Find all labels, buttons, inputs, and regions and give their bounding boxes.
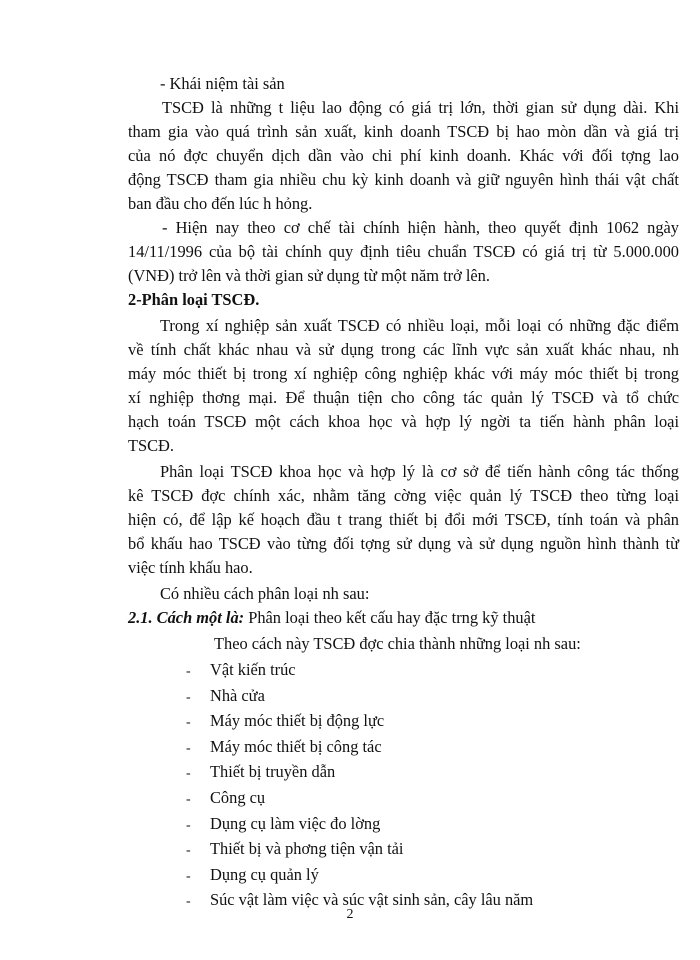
list-item xyxy=(186,711,384,733)
bullet-marker: - xyxy=(186,843,191,859)
classification-p2-line-4: bổ khấu hao TSCĐ vào từng đối tợng sử dụng và sử dụng nguồn hình thành từ xyxy=(128,534,679,553)
list-item-text: Thiết bị và phơng tiện vận tải xyxy=(210,839,404,859)
classification-p1-line-6: TSCĐ. xyxy=(128,436,174,455)
asset-concept-line-3: của nó đợc chuyển dịch dần vào chi phí kinh doanh. Khác với đối tợng lao xyxy=(128,146,679,165)
asset-concept-line-5: ban đầu cho đến lúc h hỏng. xyxy=(128,194,313,213)
bullet-marker: - xyxy=(186,792,191,807)
asset-concept-heading: - Khái niệm tài sản xyxy=(160,74,285,93)
classification-heading: 2-Phân loại TSCĐ. xyxy=(128,290,260,309)
list-item xyxy=(186,839,403,861)
list-item xyxy=(186,788,265,810)
list-item xyxy=(186,865,319,887)
asset-concept-line-4: động TSCĐ tham gia nhiều chu kỳ kinh doanh và giữ nguyên hình thái vật chất xyxy=(128,170,679,189)
list-item xyxy=(186,814,380,836)
classification-p1-line-4: xí nghiệp thơng mại. Để thuận tiện cho công tác quản lý TSCĐ và tổ chức xyxy=(128,388,679,407)
subsection-label: 2.1. Cách một là: xyxy=(128,608,245,627)
classification-p2-line-3: hiện có, để lập kế hoạch đầu t trang thiết bị đổi mới TSCĐ, tính toán và phân xyxy=(128,510,679,529)
regulation-line-3: (VNĐ) trở lên và thời gian sử dụng từ một năm trở lên. xyxy=(128,266,490,285)
list-item xyxy=(186,737,382,759)
bullet-marker: - xyxy=(186,740,191,756)
list-item xyxy=(186,686,265,708)
subsection-title: Phân loại theo kết cấu hay đặc trng kỹ thuật xyxy=(244,608,536,627)
regulation-line-1: - Hiện nay theo cơ chế tài chính hiện hành, theo quyết định 1062 ngày xyxy=(162,218,679,237)
bullet-marker: - xyxy=(186,868,191,884)
list-item-text: Vật kiến trúc xyxy=(210,660,296,679)
classification-p2-line-1: Phân loại TSCĐ khoa học và hợp lý là cơ sở để tiến hành công tác thống xyxy=(160,462,679,481)
subsection-heading xyxy=(128,608,535,628)
classification-p1-line-1: Trong xí nghiệp sản xuất TSCĐ có nhiều loại, mỗi loại có những đặc điểm xyxy=(160,316,679,335)
bullet-marker: - xyxy=(186,689,191,705)
list-item-text: Dụng cụ quản lý xyxy=(210,864,319,884)
list-item-text: Công cụ xyxy=(210,788,266,807)
bullet-marker: - xyxy=(186,715,191,731)
list-item xyxy=(186,762,335,784)
list-item-text: Nhà cửa xyxy=(210,685,265,705)
classification-p1-line-5: hạch toán TSCĐ một cách khoa học và hợp lý ngời ta tiến hành phân loại xyxy=(128,412,679,431)
list-item-text: Thiết bị truyền dẫn xyxy=(210,762,336,782)
subsection-intro: Theo cách này TSCĐ đợc chia thành những loại nh sau: xyxy=(214,634,581,653)
list-item-text: Máy móc thiết bị động lực xyxy=(210,711,385,731)
classification-p1-line-2: về tính chất khác nhau và sử dụng trong các lĩnh vực sản xuất khác nhau, nh xyxy=(128,340,679,359)
bullet-marker: - xyxy=(186,894,191,910)
classification-p3: Có nhiều cách phân loại nh sau: xyxy=(160,584,370,603)
regulation-line-2: 14/11/1996 của bộ tài chính quy định tiêu chuẩn TSCĐ có giá trị từ 5.000.000 xyxy=(128,242,679,261)
classification-p2-line-5: việc tính khấu hao. xyxy=(128,558,253,577)
page-number: 2 xyxy=(346,907,354,922)
bullet-marker: - xyxy=(186,664,191,679)
list-item-text: Dụng cụ làm việc đo lờng xyxy=(210,813,381,833)
bullet-marker: - xyxy=(186,766,191,782)
list-item-text: Máy móc thiết bị công tác xyxy=(210,736,382,756)
list-item-text: Súc vật làm việc và súc vật sinh sản, cây lâu năm xyxy=(210,890,534,910)
classification-p2-line-2: kê TSCĐ đợc chính xác, nhằm tăng cờng việc quản lý TSCĐ theo từng loại xyxy=(128,486,679,505)
bullet-marker: - xyxy=(186,817,191,833)
classification-p1-line-3: máy móc thiết bị trong xí nghiệp công nghiệp khác với máy móc thiết bị trong xyxy=(128,364,679,383)
list-item xyxy=(186,660,296,682)
asset-concept-line-1: TSCĐ là những t liệu lao động có giá trị lớn, thời gian sử dụng dài. Khi xyxy=(162,98,679,117)
asset-concept-line-2: tham gia vào quá trình sản xuất, kinh doanh TSCĐ bị hao mòn dần và giá trị xyxy=(128,122,679,141)
